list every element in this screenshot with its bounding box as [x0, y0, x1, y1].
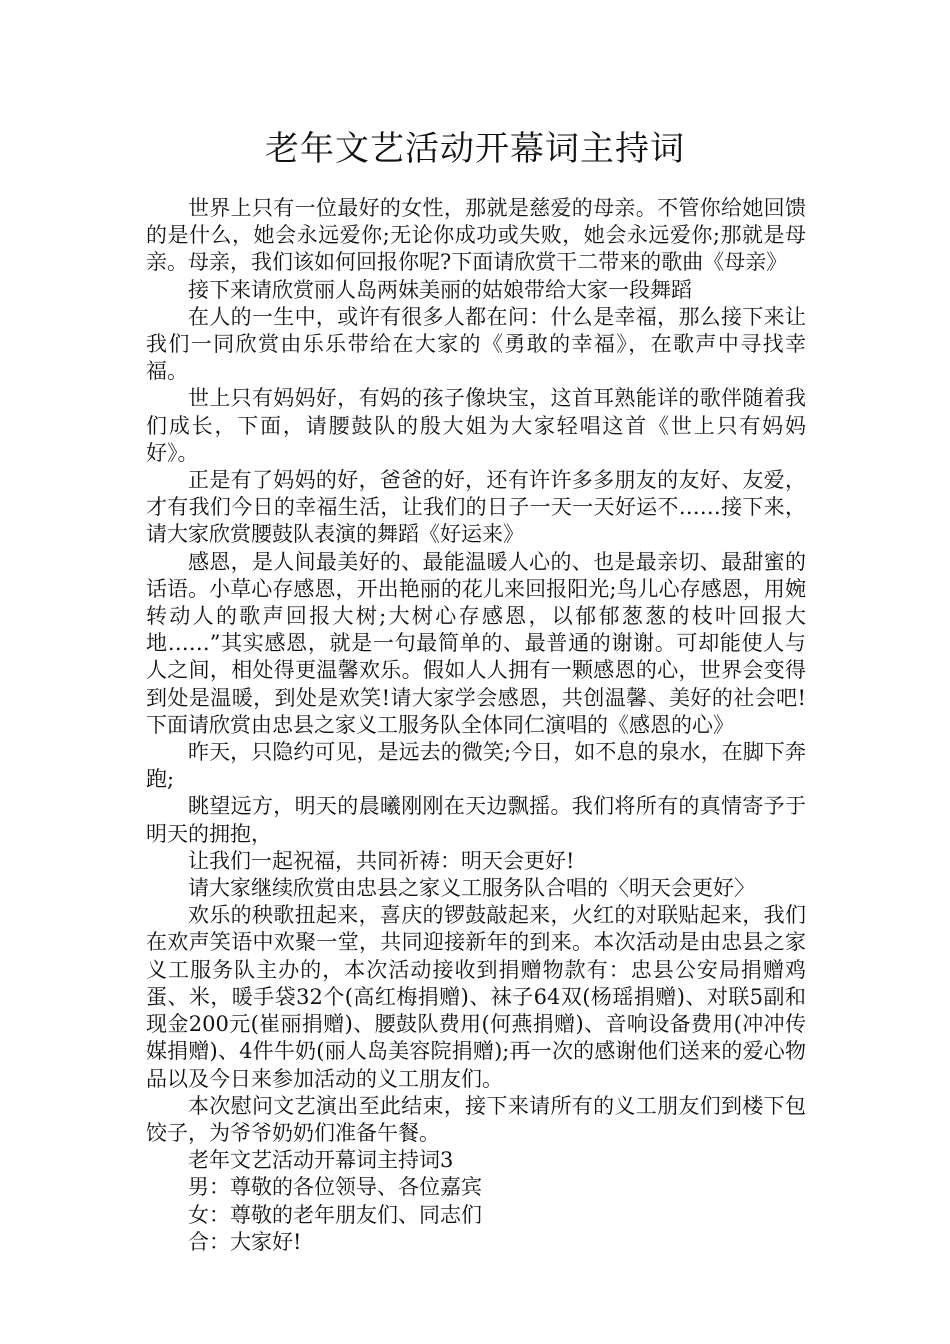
paragraph: 让我们一起祝福，共同祈祷：明天会更好!	[188, 848, 575, 873]
paragraph: 感恩，是人间最美好的、最能温暖人心的、也是最亲切、最甜蜜的话语。小草心存感恩，开出艳丽的花儿来回报阳光;鸟儿心存感恩，用婉转动人的歌声回报大树;大树心存感恩，以郁郁葱葱的枝叶回报大地……”其实感恩，就是一句最简单的、最普通的谢谢。可却能使人与人之间，相处得更温馨欢乐。假如人人拥有一颗感恩的心，世界会变得到处是温暖，到处是欢笑!请大家学会感恩，共创温馨、美好的社会吧!下面请欣赏由忠县之家义工服务队全体同仁演唱的《感恩的心》	[146, 549, 806, 737]
document-title: 老年文艺活动开幕词主持词	[265, 129, 685, 169]
paragraph: 在人的一生中，或许有很多人都在问：什么是幸福，那么接下来让我们一同欣赏由乐乐带给在大家的《勇敢的幸福》，在歌声中寻找幸福。	[146, 304, 806, 384]
paragraph: 昨天，只隐约可见，是远去的微笑;今日，如不息的泉水，在脚下奔跑;	[146, 740, 806, 792]
paragraph: 欢乐的秧歌扭起来，喜庆的锣鼓敲起来，火红的对联贴起来，我们在欢声笑语中欢聚一堂，共同迎接新年的到来。本次活动是由忠县之家义工服务队主办的，本次活动接收到捐赠物款有：忠县公安局捐赠鸡蛋、米，暖手袋32个(高红梅捐赠)、袜子64双(杨瑶捐赠)、对联5副和现金200元(崔丽捐赠)、腰鼓队费用(何燕捐赠)、音响设备费用(冲冲传媒捐赠)、4件牛奶(丽人岛美容院捐赠);再一次的感谢他们送来的爱心物品以及今日来参加活动的义工朋友们。	[146, 903, 806, 1091]
paragraph: 正是有了妈妈的好，爸爸的好，还有许许多多朋友的友好、友爱，才有我们今日的幸福生活，让我们的日子一天一天好运不……接下来，请大家欣赏腰鼓队表演的舞蹈《好运来》	[146, 468, 806, 547]
dialogue-line-male: 男：尊敬的各位领导、各位嘉宾	[188, 1175, 482, 1200]
paragraph: 世界上只有一位最好的女性，那就是慈爱的母亲。不管你给她回馈的是什么，她会永远爱你;无论你成功或失败，她会永远爱你;那就是母亲。母亲，我们该如何回报你呢?下面请欣赏干二带来的歌曲《母亲》	[146, 196, 806, 275]
dialogue-line-female: 女：尊敬的老年朋友们、同志们	[188, 1202, 482, 1227]
dialogue-line-together: 合：大家好!	[188, 1229, 302, 1254]
paragraph: 请大家继续欣赏由忠县之家义工服务队合唱的〈明天会更好〉	[188, 876, 755, 901]
document-body	[146, 195, 806, 1256]
paragraph: 世上只有妈妈好，有妈的孩子像块宝，这首耳熟能详的歌伴随着我们成长，下面，请腰鼓队的殷大姐为大家轻唱这首《世上只有妈妈好》。	[146, 386, 806, 465]
section-heading: 老年文艺活动开幕词主持词3	[188, 1148, 454, 1173]
paragraph: 接下来请欣赏丽人岛两妹美丽的姑娘带给大家一段舞蹈	[188, 277, 692, 302]
paragraph: 本次慰问文艺演出至此结束，接下来请所有的义工朋友们到楼下包饺子，为爷爷奶奶们准备午餐。	[146, 1093, 806, 1145]
paragraph: 眺望远方，明天的晨曦刚刚在天边飘摇。我们将所有的真情寄予于明天的拥抱，	[146, 794, 806, 846]
